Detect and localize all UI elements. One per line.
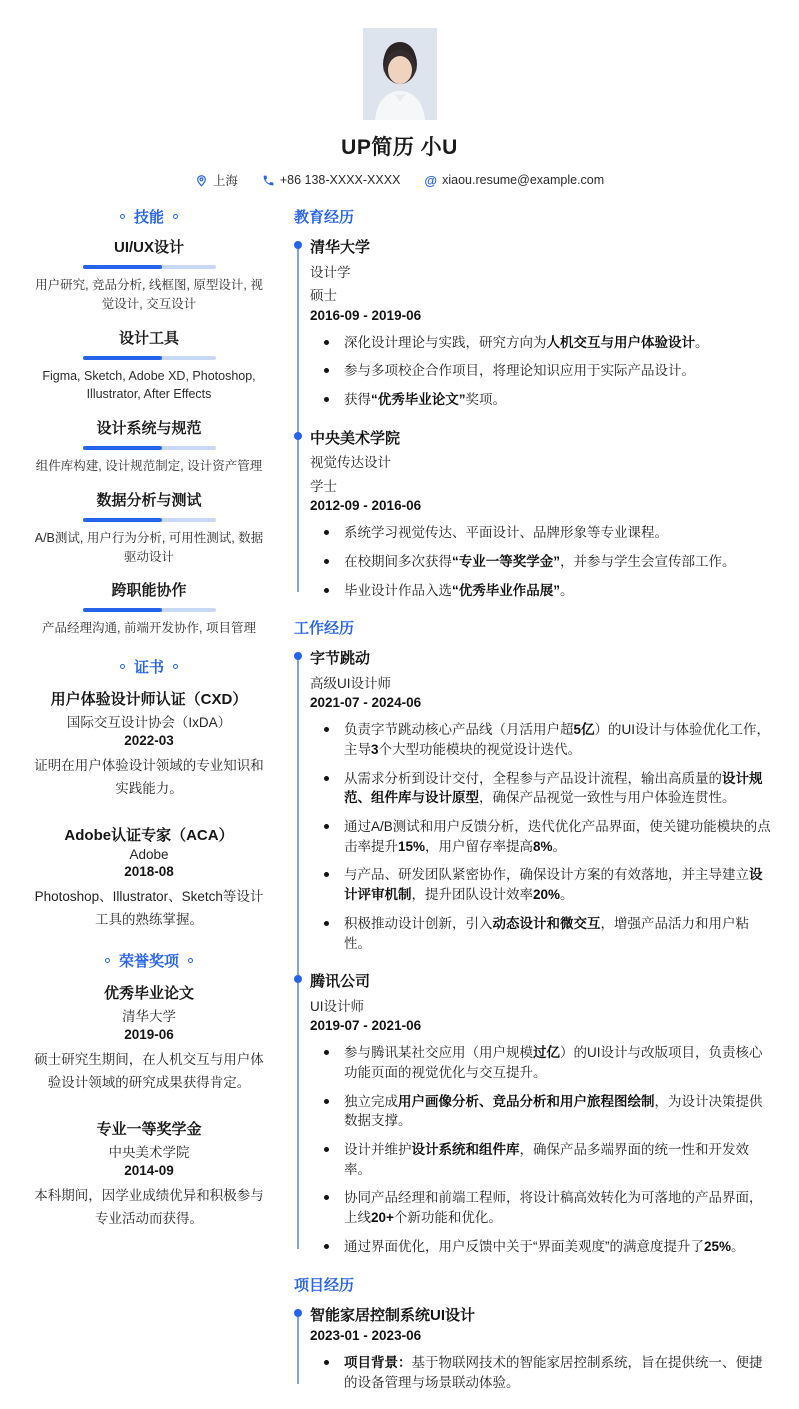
plain-text: 。 [695, 334, 709, 350]
highlighted-text: “专业一等奖学金” [452, 553, 560, 569]
credential-description: Photoshop、Illustrator、Sketch等设计工具的熟练掌握。 [34, 888, 264, 927]
highlighted-text: 20% [533, 887, 561, 903]
plain-text: ，确保产品视觉一致性与用户体验连贯性。 [479, 790, 736, 806]
bullet-item [310, 361, 775, 381]
left-column [30, 206, 268, 1409]
plain-text: ，确保产品多端界面的统一性和开发效率。 [344, 1142, 749, 1177]
certificates-section [30, 656, 268, 932]
entry-date-range: 2019-07 - 2021-06 [310, 1018, 422, 1034]
plain-text: 通过界面优化，用户反馈中关于“界面美观度”的满意度提升了 [344, 1238, 704, 1254]
skill-description: 用户研究, 竞品分析, 线框图, 原型设计, 视觉设计, 交互设计 [35, 278, 263, 311]
skill-description: 组件库构建, 设计规范制定, 设计资产管理 [35, 459, 263, 473]
contact-item [262, 173, 401, 187]
entry-bullet-list [310, 1353, 775, 1392]
plain-text: 个大型功能模块的视觉设计迭代。 [378, 741, 582, 757]
highlighted-text: 过亿 [533, 1045, 560, 1061]
experience-section [294, 206, 775, 600]
bullet-item [310, 1043, 775, 1082]
bullet-item [310, 817, 775, 856]
highlighted-text: 5亿 [573, 722, 595, 738]
location-icon [195, 174, 208, 187]
entry-subtitle: 设计学 [310, 264, 351, 280]
skill-progress-fill [83, 446, 163, 450]
plain-text: ，提升团队设计效率 [411, 887, 533, 903]
highlighted-text: 3 [371, 741, 379, 757]
credential-issuer: 中央美术学院 [108, 1144, 190, 1160]
credential-date: 2018-08 [124, 863, 174, 879]
highlighted-text: “优秀毕业作品展” [452, 582, 560, 598]
plain-text: 设计并维护 [344, 1142, 412, 1158]
timeline [294, 647, 775, 1256]
plain-text: ）的UI设计与体验优化工作，主导 [344, 722, 771, 757]
experience-section [294, 617, 775, 1256]
timeline [294, 236, 775, 600]
skill-description: Figma, Sketch, Adobe XD, Photoshop, Illustrator, After Effects [42, 368, 256, 402]
highlighted-text: 动态设计和微交互 [492, 915, 601, 931]
entry-subtitle: 高级UI设计师 [310, 675, 391, 691]
credential-item [30, 680, 268, 801]
skill-description: 产品经理沟通, 前端开发协作, 项目管理 [42, 621, 256, 636]
plain-text: 。 [552, 838, 567, 854]
highlighted-text: 项目背景： [344, 1355, 412, 1371]
plain-text: 参与腾讯某社交应用（用户规模 [344, 1045, 533, 1061]
entry-bullet-list [310, 720, 775, 953]
plain-text: 在校期间多次获得 [344, 553, 452, 569]
contact-text: 上海 [212, 174, 238, 188]
bullet-item [310, 1353, 775, 1392]
credential-item [30, 1110, 268, 1231]
bullet-item [310, 390, 775, 410]
skill-progress-bar [83, 608, 216, 612]
skill-item [30, 321, 268, 405]
resume-body [0, 189, 799, 1409]
credential-name: 用户体验设计师认证（CXD） [50, 691, 248, 708]
right-column [294, 206, 775, 1409]
certificates-section-title [30, 656, 268, 677]
awards-title-text: 荣誉奖项 [118, 952, 179, 970]
plain-text: 独立完成 [344, 1093, 398, 1109]
candidate-name: UP简历 小U [341, 136, 458, 159]
entry-bullet-list [310, 523, 775, 600]
credential-issuer: 国际交互设计协会（IxDA） [66, 715, 232, 730]
ring-icon [120, 664, 125, 669]
highlighted-text: 用户画像分析、竞品分析和用户旅程图绘制 [398, 1093, 655, 1109]
entry-subtitle: 视觉传达设计 [310, 455, 391, 471]
contact-text: +86 138-XXXX-XXXX [279, 173, 401, 187]
credential-date: 2014-09 [124, 1162, 174, 1178]
timeline [294, 1304, 775, 1393]
highlighted-text: 20+ [371, 1210, 394, 1226]
skill-item [30, 483, 268, 567]
skill-progress-bar [83, 356, 216, 360]
bullet-item [310, 865, 775, 904]
email-icon: @ [424, 172, 438, 188]
skill-name: 设计系统与规范 [96, 420, 202, 437]
entry-bullet-list [310, 333, 775, 410]
plain-text: ，并参与学生会宣传部工作。 [560, 553, 736, 569]
bullet-item [310, 552, 775, 572]
entry-title: 智能家居控制系统UI设计 [310, 1306, 476, 1324]
highlighted-text: 8% [533, 838, 553, 854]
plain-text: 从需求分析到设计交付，全程参与产品设计流程，输出高质量的 [344, 770, 722, 786]
highlighted-text: 设计系统和组件库 [411, 1142, 520, 1158]
credential-description: 证明在用户体验设计领域的专业知识和实践能力。 [34, 758, 264, 796]
highlighted-text: 25% [704, 1238, 732, 1254]
certificates-list [30, 680, 268, 932]
credential-issuer: 清华大学 [122, 1008, 176, 1024]
plain-text: 获得 [344, 391, 371, 407]
highlighted-text: 15% [398, 838, 426, 854]
experience-section-title: 教育经历 [294, 209, 355, 226]
entry-subtitle: UI设计师 [310, 998, 364, 1014]
highlighted-text: 设计评审机制 [344, 867, 763, 903]
skills-list [30, 230, 268, 638]
skill-progress-bar [83, 518, 216, 522]
bullet-item [310, 769, 775, 808]
awards-section-title [30, 950, 268, 971]
entry-subtitle: 学士 [310, 478, 337, 494]
skill-progress-fill [83, 265, 163, 269]
portrait-placeholder [363, 28, 437, 120]
awards-list [30, 974, 268, 1231]
skills-section [30, 206, 268, 638]
ring-icon [105, 958, 110, 963]
contact-text: xiaou.resume@example.com [442, 173, 605, 187]
bullet-item [310, 1188, 775, 1227]
skill-description: A/B测试, 用户行为分析, 可用性测试, 数据驱动设计 [34, 530, 264, 564]
experience-section [294, 1274, 775, 1393]
entry-date-range: 2023-01 - 2023-06 [310, 1328, 422, 1344]
ring-icon [120, 214, 125, 219]
skill-name: UI/UX设计 [113, 239, 184, 256]
skill-progress-bar [83, 446, 216, 450]
entry-bullet-list [310, 1043, 775, 1256]
timeline-entry [310, 236, 775, 410]
plain-text: ，为设计决策提供数据支撑。 [344, 1093, 763, 1129]
credential-name: 专业一等奖学金 [96, 1120, 202, 1138]
bullet-item [310, 914, 775, 953]
plain-text: 深化设计理论与实践，研究方向为 [344, 334, 547, 350]
skill-item [30, 230, 268, 314]
credential-item [30, 974, 268, 1095]
plain-text: 负责字节跳动核心产品线（月活用户超 [344, 722, 574, 738]
plain-text: ，用户留存率提高 [425, 838, 534, 854]
credential-description: 本科期间，因学业成绩优异和积极参与专业活动而获得。 [34, 1187, 264, 1226]
plain-text: 参与多项校企合作项目，将理论知识应用于实际产品设计。 [344, 363, 695, 379]
credential-date: 2019-06 [124, 1026, 174, 1042]
profile-photo [363, 28, 437, 120]
plain-text: 。 [731, 1238, 745, 1254]
plain-text: 。 [560, 582, 574, 598]
plain-text: 与产品、研发团队紧密协作，确保设计方案的有效落地，并主导建立 [344, 867, 749, 883]
skill-name: 跨职能协作 [111, 582, 187, 600]
contact-row [0, 171, 799, 189]
timeline-entry [310, 1304, 775, 1393]
entry-title: 腾讯公司 [310, 973, 371, 991]
ring-icon [173, 664, 178, 669]
ring-icon [173, 214, 178, 219]
resume-header [0, 0, 799, 189]
contact-item [195, 171, 238, 189]
plain-text: 积极推动设计创新，引入 [344, 915, 493, 931]
timeline-entry [310, 970, 775, 1256]
ring-icon [188, 958, 193, 963]
awards-section [30, 950, 268, 1231]
bullet-item [310, 581, 775, 601]
entry-date-range: 2012-09 - 2016-06 [310, 498, 422, 514]
credential-name: 优秀毕业论文 [103, 984, 194, 1002]
timeline-entry [310, 647, 775, 953]
credential-name: Adobe认证专家（ACA） [64, 826, 234, 844]
credential-description: 硕士研究生期间，在人机交互与用户体验设计领域的研究成果获得肯定。 [34, 1051, 264, 1090]
highlighted-text: 人机交互与用户体验设计 [546, 334, 695, 350]
entry-title: 清华大学 [310, 239, 371, 256]
plain-text: 协同产品经理和前端工程师，将设计稿高效转化为可落地的产品界面，上线 [344, 1190, 763, 1226]
entry-title: 中央美术学院 [310, 429, 401, 447]
entry-subtitle: 硕士 [310, 288, 337, 303]
skill-progress-bar [83, 265, 216, 269]
highlighted-text: “优秀毕业论文” [371, 391, 466, 407]
skills-section-title [30, 206, 268, 227]
credential-item [30, 816, 268, 932]
highlighted-text: 设计规范、组件库与设计原型 [344, 770, 763, 806]
plain-text: 基于物联网技术的智能家居控制系统，旨在提供统一、便捷的设备管理与场景联动体验。 [344, 1355, 763, 1390]
contact-item [424, 173, 604, 187]
certificates-title-text: 证书 [133, 659, 164, 676]
entry-date-range: 2016-09 - 2019-06 [310, 307, 422, 323]
plain-text: 奖项。 [465, 391, 506, 407]
skill-progress-fill [83, 518, 163, 522]
credential-date: 2022-03 [124, 733, 174, 748]
bullet-item [310, 1140, 775, 1179]
bullet-item [310, 1092, 775, 1131]
experience-section-title: 项目经历 [294, 1276, 355, 1294]
plain-text: 个新功能和优化。 [393, 1210, 502, 1226]
bullet-item [310, 333, 775, 353]
skill-progress-fill [83, 608, 163, 612]
bullet-item [310, 523, 775, 543]
plain-text: ，增强产品活力和用户粘性。 [344, 915, 749, 951]
entry-title: 字节跳动 [310, 650, 371, 668]
plain-text: 通过A/B测试和用户反馈分析，迭代优化产品界面，使关键功能模块的点击率提升 [344, 819, 771, 854]
skill-name: 设计工具 [118, 329, 179, 347]
plain-text: 毕业设计作品入选 [344, 582, 452, 598]
skills-title-text: 技能 [133, 209, 164, 226]
bullet-item [310, 720, 775, 759]
skill-name: 数据分析与测试 [96, 491, 202, 509]
timeline-entry [310, 427, 775, 601]
plain-text: ）的UI设计与改版项目，负责核心功能页面的视觉优化与交互提升。 [344, 1045, 763, 1080]
bullet-item [310, 1237, 775, 1257]
plain-text: 。 [560, 887, 574, 903]
plain-text: 系统学习视觉传达、平面设计、品牌形象等专业课程。 [344, 525, 668, 541]
skill-progress-fill [83, 356, 163, 360]
phone-icon [262, 174, 275, 187]
skill-item [30, 411, 268, 476]
entry-date-range: 2021-07 - 2024-06 [310, 695, 422, 711]
credential-issuer: Adobe [129, 846, 169, 862]
experience-sections [294, 206, 775, 1392]
experience-section-title: 工作经历 [294, 620, 355, 638]
skill-item [30, 573, 268, 638]
